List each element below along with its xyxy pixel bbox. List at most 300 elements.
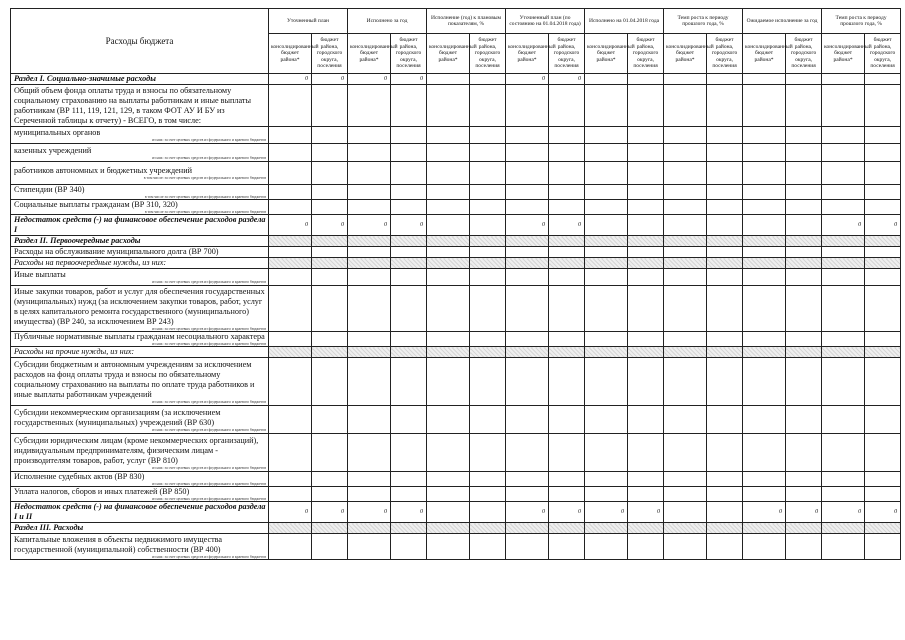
- value-cell: [427, 347, 470, 358]
- value-cell: [822, 523, 865, 534]
- value-cell: [743, 185, 786, 200]
- value-cell: [865, 258, 901, 269]
- value-cell: [312, 523, 348, 534]
- row-label-cell: [11, 258, 269, 269]
- value-cell: [865, 269, 901, 286]
- value-cell: [865, 523, 901, 534]
- value-cell: [664, 85, 707, 127]
- row-label-cell: [11, 236, 269, 247]
- table-row: [11, 247, 901, 258]
- value-cell: [549, 85, 585, 127]
- value-cell: [664, 236, 707, 247]
- value-cell: [391, 434, 427, 472]
- subheader: бюджет района, городского округа, поселения: [549, 34, 585, 74]
- value-cell: [585, 127, 628, 144]
- value-cell: [628, 434, 664, 472]
- value-cell: [549, 347, 585, 358]
- value-cell: [549, 472, 585, 487]
- value-cell: [786, 487, 822, 502]
- value-cell: [312, 236, 348, 247]
- value-cell: [391, 406, 427, 434]
- value-cell: [470, 434, 506, 472]
- row-label: Расходы на обслуживание муниципального долга (ВР 700): [14, 247, 219, 256]
- value-cell: [707, 85, 743, 127]
- value-cell: [786, 144, 822, 162]
- value-cell: [470, 127, 506, 144]
- value-cell: [348, 200, 391, 215]
- value-cell: [786, 523, 822, 534]
- value-cell: [707, 127, 743, 144]
- value-cell: [348, 269, 391, 286]
- value-cell: [822, 269, 865, 286]
- table-row: [11, 502, 901, 523]
- value-cell: [585, 144, 628, 162]
- table-row: [11, 406, 901, 434]
- value-cell: [707, 162, 743, 185]
- budget-expenses-table: [10, 8, 901, 560]
- row-label: Недостаток средств (-) на финансовое обеспечение расходов раздела I: [14, 215, 266, 234]
- row-label-cell: [11, 127, 269, 144]
- value-cell: [743, 200, 786, 215]
- value-cell: [585, 534, 628, 560]
- row-label-cell: [11, 185, 269, 200]
- row-label: Иные выплаты: [14, 270, 66, 279]
- value-cell: [585, 286, 628, 332]
- value-cell: [628, 406, 664, 434]
- value-cell: [470, 487, 506, 502]
- row-note: в том числе за счет целевых средств из федерального и краевого бюджетов: [144, 195, 266, 199]
- value-cell: [707, 247, 743, 258]
- value-cell: [427, 85, 470, 127]
- value-cell: [786, 406, 822, 434]
- value-cell: [549, 523, 585, 534]
- row-note: из них: за счет целевых средств из федерального и краевого бюджетов: [152, 465, 266, 470]
- row-label-cell: [11, 523, 269, 534]
- value-cell: [470, 472, 506, 487]
- header-group: Исполнено за год: [348, 9, 427, 34]
- row-label-cell: [11, 358, 269, 406]
- value-cell: [269, 127, 312, 144]
- value-cell: [549, 269, 585, 286]
- subheader: консолидированный бюджет района*: [427, 34, 470, 74]
- value-cell: [707, 286, 743, 332]
- row-label-cell: [11, 434, 269, 472]
- value-cell: [865, 144, 901, 162]
- value-cell: [391, 258, 427, 269]
- subheader: бюджет района, городского округа, поселения: [312, 34, 348, 74]
- value-cell: [269, 534, 312, 560]
- row-label-cell: [11, 85, 269, 127]
- value-cell: [743, 247, 786, 258]
- value-cell: 0: [391, 74, 427, 85]
- value-cell: [628, 127, 664, 144]
- header-group: Ожидаемое исполнение за год: [743, 9, 822, 34]
- value-cell: [427, 523, 470, 534]
- value-cell: 0: [391, 215, 427, 236]
- value-cell: [269, 258, 312, 269]
- value-cell: [707, 185, 743, 200]
- value-cell: [628, 286, 664, 332]
- value-cell: [312, 258, 348, 269]
- value-cell: [549, 434, 585, 472]
- value-cell: [427, 236, 470, 247]
- value-cell: [269, 487, 312, 502]
- value-cell: [628, 215, 664, 236]
- row-label-cell: [11, 247, 269, 258]
- value-cell: [427, 258, 470, 269]
- value-cell: 0: [549, 502, 585, 523]
- value-cell: [427, 534, 470, 560]
- value-cell: [348, 127, 391, 144]
- value-cell: [269, 523, 312, 534]
- row-label-cell: [11, 472, 269, 487]
- value-cell: [786, 286, 822, 332]
- value-cell: [391, 523, 427, 534]
- row-label: Капитальные вложения в объекты недвижимого имущества государственной (муниципальной) собственности (ВР 400): [14, 534, 223, 554]
- value-cell: [348, 85, 391, 127]
- value-cell: [743, 358, 786, 406]
- value-cell: [585, 523, 628, 534]
- value-cell: [585, 269, 628, 286]
- value-cell: [470, 358, 506, 406]
- value-cell: [312, 200, 348, 215]
- row-note: из них: за счет целевых средств из федерального и краевого бюджетов: [152, 155, 266, 160]
- value-cell: [822, 162, 865, 185]
- value-cell: [348, 523, 391, 534]
- value-cell: [865, 85, 901, 127]
- value-cell: [707, 258, 743, 269]
- table-body: [11, 74, 901, 560]
- value-cell: [822, 247, 865, 258]
- value-cell: 0: [585, 502, 628, 523]
- value-cell: [549, 127, 585, 144]
- value-cell: [506, 200, 549, 215]
- value-cell: [269, 472, 312, 487]
- value-cell: [786, 247, 822, 258]
- value-cell: [269, 358, 312, 406]
- value-cell: [786, 185, 822, 200]
- value-cell: [707, 406, 743, 434]
- row-label: Расходы на первоочередные нужды, из них:: [14, 258, 167, 267]
- value-cell: [865, 434, 901, 472]
- value-cell: 0: [506, 502, 549, 523]
- row-note: из них: за счет целевых средств из федерального и краевого бюджетов: [152, 280, 266, 284]
- value-cell: [628, 347, 664, 358]
- table-row: [11, 472, 901, 487]
- subheader: бюджет района, городского округа, поселения: [628, 34, 664, 74]
- value-cell: [312, 286, 348, 332]
- row-label: Недостаток средств (-) на финансовое обеспечение расходов раздела I и II: [14, 502, 266, 521]
- table-row: [11, 332, 901, 347]
- value-cell: [506, 236, 549, 247]
- value-cell: [865, 74, 901, 85]
- value-cell: [348, 236, 391, 247]
- value-cell: [628, 487, 664, 502]
- value-cell: [743, 523, 786, 534]
- value-cell: [470, 258, 506, 269]
- value-cell: [822, 258, 865, 269]
- value-cell: [312, 162, 348, 185]
- value-cell: [707, 472, 743, 487]
- value-cell: [585, 472, 628, 487]
- value-cell: [391, 127, 427, 144]
- subheader: бюджет района, городского округа, поселения: [786, 34, 822, 74]
- value-cell: [549, 487, 585, 502]
- value-cell: 0: [312, 502, 348, 523]
- value-cell: [822, 286, 865, 332]
- value-cell: [822, 144, 865, 162]
- value-cell: [470, 286, 506, 332]
- value-cell: [585, 434, 628, 472]
- row-label-cell: [11, 269, 269, 286]
- value-cell: [628, 269, 664, 286]
- value-cell: [427, 269, 470, 286]
- value-cell: [269, 332, 312, 347]
- value-cell: 0: [506, 215, 549, 236]
- value-cell: [743, 286, 786, 332]
- value-cell: [312, 269, 348, 286]
- value-cell: 0: [348, 502, 391, 523]
- subheader: консолидированный бюджет района*: [822, 34, 865, 74]
- value-cell: [865, 487, 901, 502]
- value-cell: [707, 236, 743, 247]
- value-cell: [822, 406, 865, 434]
- table-row: [11, 487, 901, 502]
- value-cell: [628, 85, 664, 127]
- value-cell: [822, 85, 865, 127]
- value-cell: [664, 127, 707, 144]
- value-cell: [269, 406, 312, 434]
- value-cell: [427, 434, 470, 472]
- table-row: [11, 269, 901, 286]
- value-cell: 0: [743, 502, 786, 523]
- value-cell: [269, 236, 312, 247]
- value-cell: [743, 127, 786, 144]
- value-cell: [664, 358, 707, 406]
- value-cell: [822, 358, 865, 406]
- value-cell: [269, 185, 312, 200]
- value-cell: [743, 269, 786, 286]
- value-cell: [664, 185, 707, 200]
- value-cell: [506, 258, 549, 269]
- value-cell: [865, 236, 901, 247]
- value-cell: [743, 487, 786, 502]
- value-cell: [865, 332, 901, 347]
- value-cell: [786, 85, 822, 127]
- subheader: бюджет района, городского округа, поселения: [470, 34, 506, 74]
- row-note: из них: за счет целевых средств из федерального и краевого бюджетов: [152, 497, 266, 501]
- value-cell: [506, 487, 549, 502]
- value-cell: [664, 534, 707, 560]
- subheader: консолидированный бюджет района*: [743, 34, 786, 74]
- value-cell: [312, 534, 348, 560]
- header-group: Темп роста к периоду прошлого года, %: [664, 9, 743, 34]
- row-label-cell: [11, 286, 269, 332]
- value-cell: 0: [269, 215, 312, 236]
- value-cell: [865, 406, 901, 434]
- value-cell: 0: [628, 502, 664, 523]
- row-note: в том числе за счет целевых средств из федерального и краевого бюджетов: [144, 210, 266, 214]
- value-cell: [312, 127, 348, 144]
- row-note: из них: за счет целевых средств из федерального и краевого бюджетов: [152, 342, 266, 346]
- value-cell: [427, 472, 470, 487]
- row-label: Иные закупки товаров, работ и услуг для обеспечения государственных (муниципальных) нужд (за исключением закупки товаров, работ, услуг в целях капитального ремонта государственного (муниципального) имущества) (ВР 240, за исключением ВР 243): [14, 286, 265, 326]
- value-cell: 0: [312, 74, 348, 85]
- value-cell: [506, 269, 549, 286]
- value-cell: [664, 472, 707, 487]
- value-cell: [628, 162, 664, 185]
- value-cell: [348, 286, 391, 332]
- value-cell: [269, 200, 312, 215]
- value-cell: [506, 286, 549, 332]
- row-label: Раздел I. Социально-значимые расходы: [14, 74, 156, 83]
- value-cell: [427, 502, 470, 523]
- value-cell: [549, 162, 585, 185]
- value-cell: [427, 247, 470, 258]
- table-row: [11, 215, 901, 236]
- row-label-cell: [11, 215, 269, 236]
- value-cell: [707, 144, 743, 162]
- table-row: [11, 434, 901, 472]
- value-cell: [427, 332, 470, 347]
- value-cell: 0: [269, 502, 312, 523]
- value-cell: [585, 358, 628, 406]
- value-cell: [822, 434, 865, 472]
- table-row: [11, 286, 901, 332]
- row-label: Раздел II. Первоочередные расходы: [14, 236, 141, 245]
- value-cell: [786, 215, 822, 236]
- value-cell: [348, 347, 391, 358]
- value-cell: [664, 258, 707, 269]
- header-group: Темп роста к периоду прошлого года, %: [822, 9, 901, 34]
- row-label-cell: [11, 406, 269, 434]
- value-cell: [585, 247, 628, 258]
- value-cell: [506, 434, 549, 472]
- table-row: [11, 236, 901, 247]
- value-cell: [664, 347, 707, 358]
- row-label: Субсидии юридическим лицам (кроме некоммерческих организаций), индивидуальным предпринимателям, физическим лицам - производителям товаров, работ, услуг (ВР 810): [14, 435, 259, 465]
- value-cell: [427, 162, 470, 185]
- value-cell: [506, 85, 549, 127]
- value-cell: [269, 162, 312, 185]
- value-cell: [348, 162, 391, 185]
- value-cell: [391, 85, 427, 127]
- value-cell: [664, 247, 707, 258]
- table-row: [11, 347, 901, 358]
- value-cell: [585, 258, 628, 269]
- value-cell: [628, 144, 664, 162]
- value-cell: [312, 185, 348, 200]
- value-cell: [506, 247, 549, 258]
- value-cell: [743, 144, 786, 162]
- value-cell: [786, 74, 822, 85]
- value-cell: [865, 358, 901, 406]
- value-cell: [707, 358, 743, 406]
- value-cell: [391, 162, 427, 185]
- value-cell: [786, 472, 822, 487]
- subheader: консолидированный бюджет района*: [585, 34, 628, 74]
- header-row-groups: [11, 9, 901, 34]
- value-cell: [549, 258, 585, 269]
- subheader: консолидированный бюджет района*: [506, 34, 549, 74]
- subheader: бюджет района, городского округа, поселения: [391, 34, 427, 74]
- value-cell: [664, 332, 707, 347]
- value-cell: 0: [865, 215, 901, 236]
- row-label-cell: [11, 200, 269, 215]
- value-cell: [707, 434, 743, 472]
- value-cell: [269, 286, 312, 332]
- value-cell: [664, 215, 707, 236]
- value-cell: [707, 523, 743, 534]
- value-cell: [628, 332, 664, 347]
- value-cell: [786, 358, 822, 406]
- value-cell: [865, 127, 901, 144]
- value-cell: [628, 74, 664, 85]
- value-cell: [664, 487, 707, 502]
- value-cell: [707, 74, 743, 85]
- value-cell: [664, 162, 707, 185]
- table-row: [11, 144, 901, 162]
- value-cell: [506, 534, 549, 560]
- value-cell: [312, 472, 348, 487]
- value-cell: [470, 332, 506, 347]
- value-cell: [312, 144, 348, 162]
- value-cell: [391, 247, 427, 258]
- value-cell: [664, 406, 707, 434]
- value-cell: [865, 247, 901, 258]
- row-note: из них: за счет целевых средств из федерального и краевого бюджетов: [152, 138, 266, 142]
- value-cell: [822, 534, 865, 560]
- value-cell: [312, 358, 348, 406]
- value-cell: [427, 406, 470, 434]
- value-cell: [786, 200, 822, 215]
- value-cell: [822, 74, 865, 85]
- value-cell: [743, 215, 786, 236]
- value-cell: [549, 534, 585, 560]
- row-note: из них: за счет целевых средств из федерального и краевого бюджетов: [152, 399, 266, 404]
- value-cell: [743, 434, 786, 472]
- value-cell: [865, 200, 901, 215]
- value-cell: [628, 200, 664, 215]
- table-row: [11, 200, 901, 215]
- value-cell: [822, 472, 865, 487]
- value-cell: [312, 434, 348, 472]
- value-cell: [506, 472, 549, 487]
- table-row: [11, 523, 901, 534]
- value-cell: [348, 487, 391, 502]
- value-cell: [786, 434, 822, 472]
- value-cell: [470, 236, 506, 247]
- value-cell: [707, 332, 743, 347]
- value-cell: [585, 236, 628, 247]
- row-label: казенных учреждений: [14, 145, 92, 155]
- value-cell: [628, 534, 664, 560]
- value-cell: [269, 85, 312, 127]
- value-cell: [470, 185, 506, 200]
- value-cell: [470, 200, 506, 215]
- value-cell: [743, 85, 786, 127]
- value-cell: [549, 406, 585, 434]
- value-cell: [427, 127, 470, 144]
- value-cell: [628, 236, 664, 247]
- value-cell: [348, 472, 391, 487]
- table-row: [11, 258, 901, 269]
- value-cell: [470, 85, 506, 127]
- value-cell: [786, 127, 822, 144]
- value-cell: [391, 332, 427, 347]
- value-cell: [743, 258, 786, 269]
- table-row: [11, 85, 901, 127]
